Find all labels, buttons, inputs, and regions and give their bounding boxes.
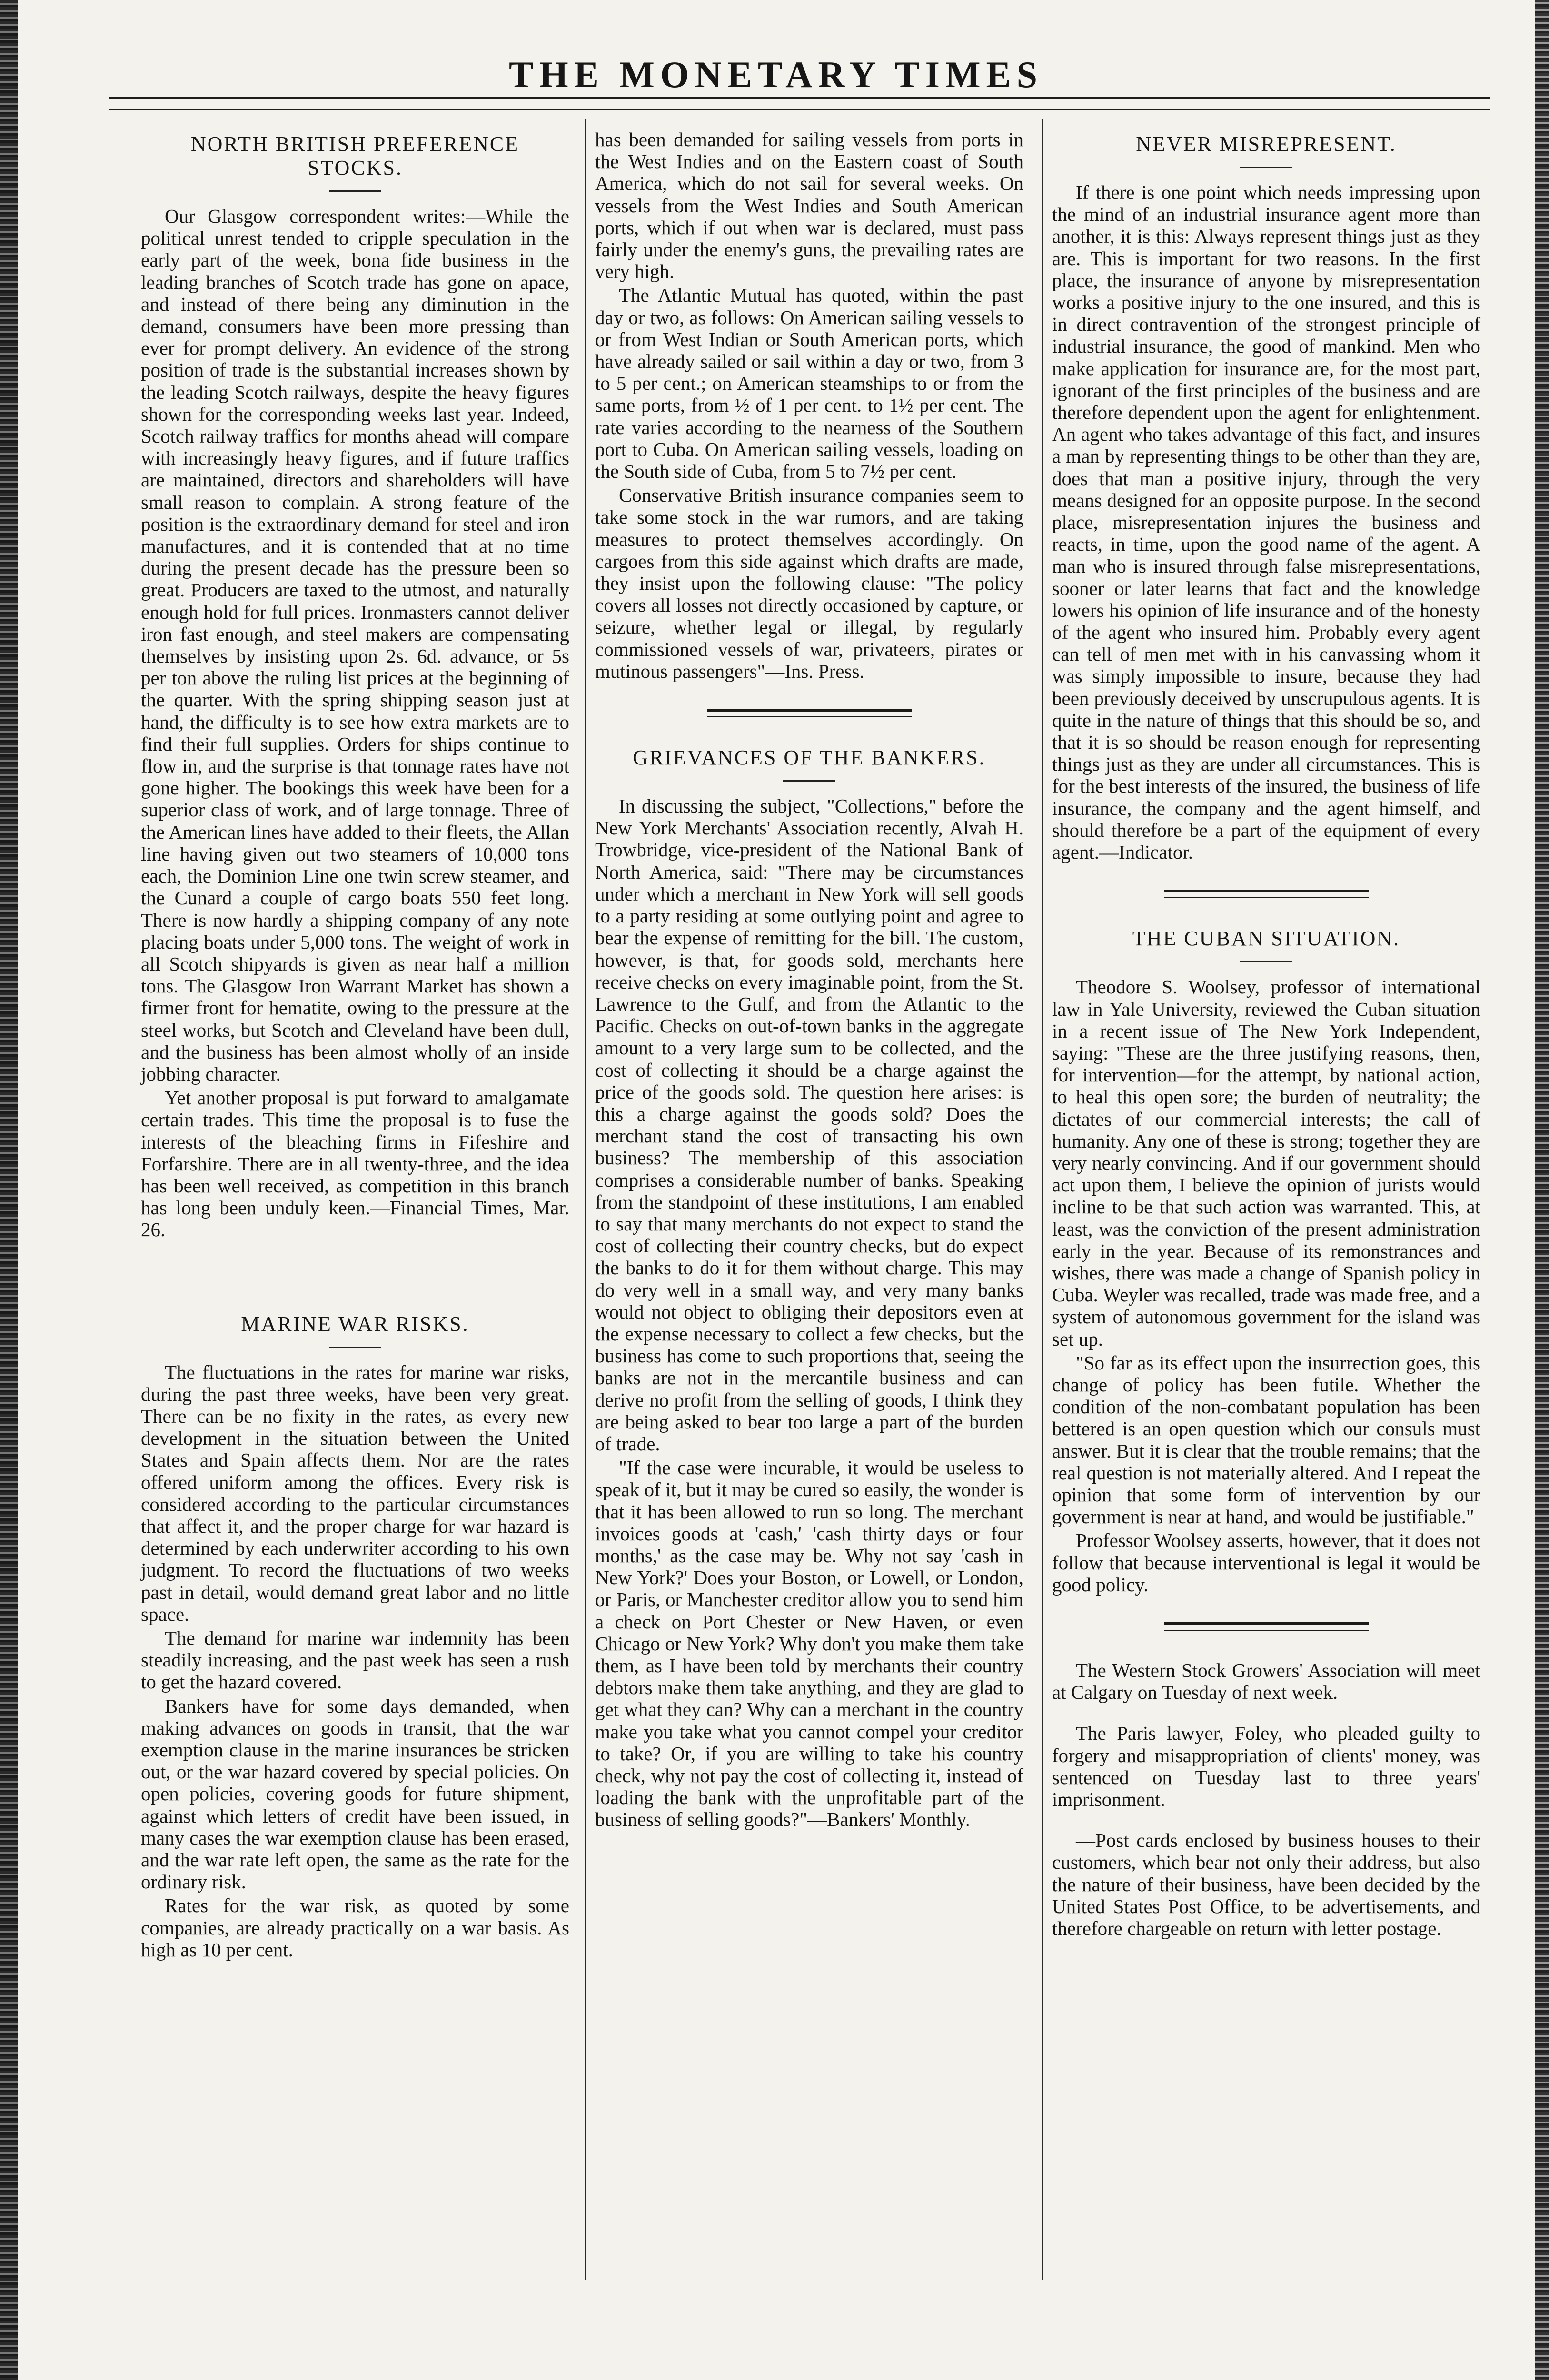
article-paragraph: Rates for the war risk, as quoted by some companies, are already practically on a war basis. As high as 10 per cent. [141, 1894, 569, 1961]
article-paragraph: In discussing the subject, "Collections," before the New York Merchants' Association recently, Alvah H. Trowbridge, vice-president of the National Bank of North America, said: "There may be circumstances under which a merchant in New York will sell goods to a party residing at some outlying point and agree to bear the expense of remitting for the bill. The custom, however, is that, for goods sold, merchants here receive checks on every imaginable point, from the St. Lawrence to the Gulf, and from the Atlantic to the Pacific. Checks on out-of-town banks in the aggregate amount to a very large sum to be collected, and the cost of collecting it should be a charge against the price of the goods sold. The question here arises: is this a charge against the goods sold? Does the merchant stand the cost of transacting his own business? The membership of this association comprises a considerable number of banks. Speaking from the standpoint of these institutions, I am enabled to say that many merchants do not expect to stand the cost of collecting their country checks, but do expect the banks to do it for them without charge. This may do very well in a small way, and very many banks would not object to obliging their depositors even at the expense necessary to collect a few checks, but the business has come to such proportions that, seeing the banks are not in the mercantile business and can derive no profit from the selling of goods, I think they are being asked to bear too large a part of the burden of trade. [595, 795, 1023, 1455]
masthead-rule [109, 97, 1490, 110]
article-paragraph: Conservative British insurance companies seem to take some stock in the war rumors, and are taking measures to protect themselves accordingly. On cargoes from this side against which drafts are made, they insist upon the following clause: "The policy covers all losses not directly occasioned by capture, or seizure, whether legal or illegal, by regularly commissioned vessels of war, privateers, pirates or mutinous passengers"—Ins. Press. [595, 484, 1023, 682]
article-paragraph: Yet another proposal is put forward to amalgamate certain trades. This time the proposal is to fuse the interests of the bleaching firms in Fifeshire and Forfarshire. There are in all twenty-three, and the idea has been well received, as competition in this branch has long been unduly keen.—Financial Times, Mar. 26. [141, 1087, 569, 1241]
title-rule [783, 780, 835, 782]
article-paragraph: If there is one point which needs impressing upon the mind of an industrial insurance agent more than another, it is this: Always represent things just as they are. This is important for two reasons. In the first place, the insurance of anyone by misrepresentation works a positive injury to the one insured, and this is in direct contravention of the strongest principle of industrial insurance, the good of mankind. Men who make application for insurance are, for the most part, ignorant of the first principles of the business and are therefore dependent upon the agent for enlightenment. An agent who takes advantage of this fact, and insures a man by representing things to be other than they are, does that man a positive injury, through the very means designed for an opposite purpose. In the second place, misrepresentation injures the business and reacts, in time, upon the good name of the agent. A man who is insured through false misrepresentations, sooner or later learns that fact and the knowledge lowers his opinion of life insurance and of the honesty of the agent who insured him. Probably every agent can tell of men met with in his canvassing whom it was simply impossible to insure, because they had been previously deceived by unscrupulous agents. It is quite in the nature of things that this should be so, and that it is so should be reason enough for representing things just as they are under all circumstances. This is for the best interests of the insured, the business of life insurance, the company and the agent himself, and should therefore be a part of the equipment of every agent.—Indicator. [1052, 181, 1480, 863]
article-paragraph: Bankers have for some days demanded, when making advances on goods in transit, that the war exemption clause in the marine insurances be stricken out, or the war hazard covered by special policies. On open policies, covering goods for future shipment, against which letters of credit have been issued, in many cases the war exemption clause has been erased, and the war rate left open, the same as the rate for the ordinary risk. [141, 1695, 569, 1893]
scanned-page-edge-left [0, 0, 18, 2380]
article-paragraph: The fluctuations in the rates for marine war risks, during the past three weeks, have been very great. There can be no fixity in the rates, as every new development in the situation between the United States and Spain affects them. Nor are the rates offered uniform among the offices. Every risk is considered according to the particular circumstances that affect it, and the proper charge for war hazard is determined by each underwriter according to his own judgment. To record the fluctuations of two weeks past in detail, would demand great labor and no little space. [141, 1361, 569, 1625]
article-paragraph: "So far as its effect upon the insurrection goes, this change of policy has been futile. Whether the condition of the non-combatant population has been bettered is an open question which our consuls must answer. But it is clear that the trouble remains; that the real question is not materially altered. And I repeat the opinion that some form of intervention by our government is near at hand, and would be justifiable." [1052, 1351, 1480, 1528]
column-1 [141, 129, 569, 1963]
column-3 [1052, 129, 1480, 1958]
news-brief: The Paris lawyer, Foley, who pleaded guilty to forgery and misappropriation of clients' money, was sentenced on Tuesday last to three years' imprisonment. [1052, 1722, 1480, 1810]
masthead: THE MONETARY TIMES [509, 54, 1043, 95]
article-paragraph: Theodore S. Woolsey, professor of international law in Yale University, reviewed the Cuban situation in a recent issue of The New York Independent, saying: "These are the three justifying reasons, then, for intervention—for the attempt, by national action, to heal this open sore; the burden of neutrality; the dictates of our commercial interests; the call of humanity. Any one of these is strong; together they are very nearly convincing. And if our government should act upon them, I believe the opinion of jurists would incline to be that such action was warranted. This, at least, was the conviction of the present administration early in the year. Because of its remonstrances and wishes, there was made a change of Spanish policy in Cuba. Weyler was recalled, trade was made free, and a system of autonomous government for the island was set up. [1052, 976, 1480, 1350]
article-paragraph: The Atlantic Mutual has quoted, within the past day or two, as follows: On American sailing vessels to or from West Indian or South American ports, which have already sailed or sail within a day or two, from 3 to 5 per cent.; on American steamships to or from the same ports, from ½ of 1 per cent. to 1½ per cent. The rate varies according to the nearness of the Southern port to Cuba. On American sailing vessels, loading on the South side of Cuba, from 5 to 7½ per cent. [595, 284, 1023, 483]
title-rule [1240, 167, 1292, 168]
article-paragraph: Professor Woolsey asserts, however, that it does not follow that because interventional is legal it would be good policy. [1052, 1529, 1480, 1596]
column-divider [1042, 119, 1043, 2280]
section-rule [707, 709, 912, 717]
article-paragraph: Our Glasgow correspondent writes:—While the political unrest tended to cripple speculation in the early part of the week, bona fide business in the leading branches of Scotch trade has gone on apace, and instead of there being any diminution in the demand, consumers have been more pressing than ever for prompt delivery. An evidence of the strong position of trade is the substantial increases shown by the leading Scotch railways, despite the heavy figures shown for the corresponding weeks last year. Indeed, Scotch railway traffics for months ahead will compare with increasingly heavy figures, and if future traffics are maintained, directors and shareholders will have small reason to complain. A strong feature of the position is the extraordinary demand for steel and iron manufactures, and it is contended that at no time during the present decade has the pressure been so great. Producers are taxed to the utmost, and naturally enough hold for full prices. Ironmasters cannot deliver iron fast enough, and steel makers are compensating themselves by insisting upon 2s. 6d. advance, or 5s per ton above the ruling list prices at the beginning of the quarter. With the spring shipping season just at hand, the difficulty is to see how extra markets are to find their full supplies. Orders for ships continue to flow in, and the surprise is that tonnage rates have not gone higher. The bookings this week have been for a superior class of work, and of large tonnage. Three of the American lines have added to their fleets, the Allan line having given out two steamers of 10,000 tons each, the Dominion Line one twin screw steamer, and the Cunard a couple of cargo boats 550 feet long. There is now hardly a shipping company of any note placing boats under 5,000 tons. The weight of work in all Scotch shipyards is given as near half a million tons. The Glasgow Iron Warrant Market has shown a firmer front for hematite, owing to the pressure at the steel works, but Scotch and Cleveland have been dull, and the business has been almost wholly of an inside jobbing character. [141, 205, 569, 1085]
article-paragraph: The demand for marine war indemnity has been steadily increasing, and the past week has seen a rush to get the hazard covered. [141, 1626, 569, 1693]
news-brief: —Post cards enclosed by business houses to their customers, which bear not only their address, but also the nature of their business, have been decided by the United States Post Office, to be advertisements, and therefore chargeable on return with letter postage. [1052, 1829, 1480, 1940]
column-2 [595, 129, 1023, 1833]
article-title-marine-war-risks: MARINE WAR RISKS. [241, 1312, 469, 1336]
continued-paragraph: has been demanded for sailing vessels from ports in the West Indies and on the Eastern coast of South America, which do not sail for several weeks. On vessels from the West Indies and South American ports, which if out when war is declared, must pass fairly under the enemy's guns, the prevailing rates are very high. [595, 129, 1023, 283]
article-title-never-misrepresent: NEVER MISREPRESENT. [1136, 132, 1397, 156]
section-rule [1164, 890, 1369, 898]
title-rule [329, 1347, 381, 1348]
column-divider [585, 119, 586, 2280]
article-title-the-cuban-situation: THE CUBAN SITUATION. [1132, 927, 1400, 951]
article-title-north-british-preference-stocks: NORTH BRITISH PREFERENCE STOCKS. [190, 132, 520, 179]
news-brief: The Western Stock Growers' Association will meet at Calgary on Tuesday of next week. [1052, 1659, 1480, 1704]
title-rule [329, 190, 381, 192]
article-paragraph: "If the case were incurable, it would be useless to speak of it, but it may be cured so easily, the wonder is that it has been allowed to run so long. The merchant invoices goods at 'cash,' 'cash thirty days or four months,' as the case may be. Why not say 'cash in New York?' Does your Boston, or Lowell, or London, or Paris, or Manchester creditor allow you to send him a check on Port Chester or New Haven, or even Chicago or New York? Why don't you make them take them, as I have been told by merchants their country debtors make them take anything, and they are glad to get what they can? Why can a merchant in the country make you take what you cannot compel your creditor to take? Or, if you are willing to take his country check, why not pay the cost of collecting it, instead of loading the bank with the unprofitable part of the business of selling goods?"—Bankers' Monthly. [595, 1457, 1023, 1831]
section-rule [1164, 1622, 1369, 1631]
title-rule [1240, 961, 1292, 962]
article-title-grievances-of-the-bankers: GRIEVANCES OF THE BANKERS. [633, 746, 986, 770]
scanned-page-edge-right [1535, 0, 1549, 2380]
